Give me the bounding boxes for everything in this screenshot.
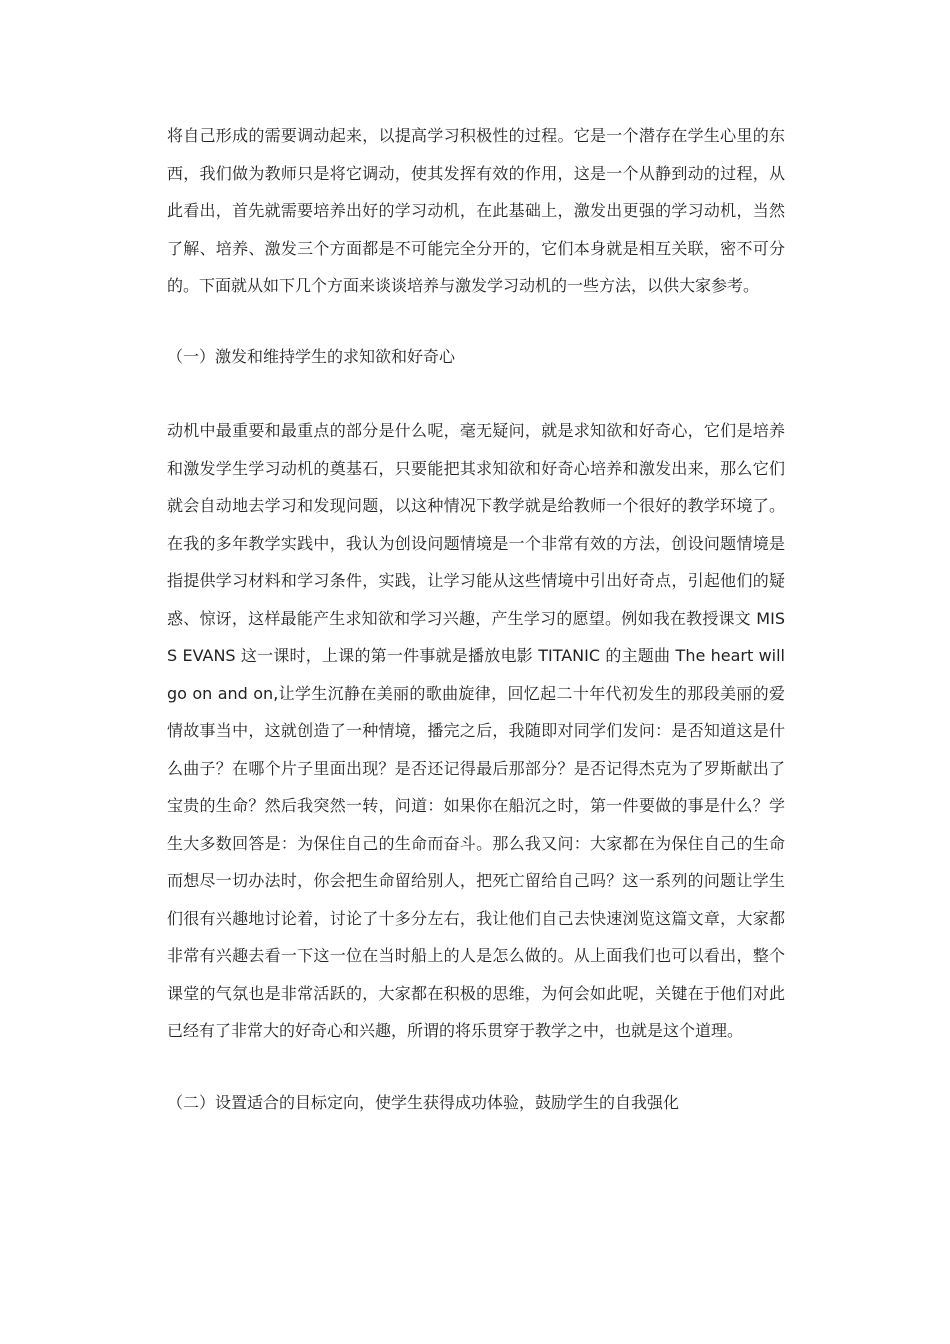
spacer (167, 1050, 785, 1084)
paragraph-1: 将自己形成的需要调动起来，以提高学习积极性的过程。它是一个潜存在学生心里的东西，我们做为教师只是将它调动，使其发挥有效的作用，这是一个从静到动的过程，从此看出，首先就需要培养出好的学习动机，在此基础上，激发出更强的学习动机，当然了解、培养、激发三个方面都是不可能完全分开的，它们本身就是相互关联，密不可分的。下面就从如下几个方面来谈谈培养与激发学习动机的一些方法，以供大家参考。 (167, 126, 785, 295)
section-heading-1: （一）激发和维持学生的求知欲和好奇心 (167, 346, 456, 366)
spacer (167, 305, 785, 338)
section-heading-2: （二）设置适合的目标定向，使学生获得成功体验，鼓励学生的自我强化 (167, 1092, 680, 1112)
spacer (167, 375, 785, 412)
document-body (167, 117, 785, 1121)
paragraph-2: 动机中最重要和最重点的部分是什么呢，毫无疑问，就是求知欲和好奇心，它们是培养和激发学生学习动机的奠基石，只要能把其求知欲和好奇心培养和激发出来，那么它们就会自动地去学习和发现问题，以这种情况下教学就是给教师一个很好的教学环境了。在我的多年教学实践中，我认为创设问题情境是一个非常有效的方法，创设问题情境是指提供学习材料和学习条件，实践，让学习能从这些情境中引出好奇点，引起他们的疑惑、惊讶，这样最能产生求知欲和学习兴趣，产生学习的愿望。例如我在教授课文 MISS EVANS 这一课时，上课的第一件事就是播放电影 TITANIC 的主题曲 The heart will go on and on,让学生沉静在美丽的歌曲旋律，回忆起二十年代初发生的那段美丽的爱情故事当中，这就创造了一种情境，播完之后，我随即对同学们发问：是否知道这是什么曲子？在哪个片子里面出现？是否还记得最后那部分？是否记得杰克为了罗斯献出了宝贵的生命？然后我突然一转，问道：如果你在船沉之时，第一件要做的事是什么？学生大多数回答是：为保住自己的生命而奋斗。那么我又问：大家都在为保住自己的生命而想尽一切办法时，你会把生命留给别人，把死亡留给自己吗？这一系列的问题让学生们很有兴趣地讨论着，讨论了十多分左右，我让他们自己去快速浏览这篇文章，大家都非常有兴趣去看一下这一位在当时船上的人是怎么做的。从上面我们也可以看出，整个课堂的气氛也是非常活跃的，大家都在积极的思维，为何会如此呢，关键在于他们对此已经有了非常大的好奇心和兴趣，所谓的将乐贯穿于教学之中，也就是这个道理。 (167, 421, 785, 1040)
